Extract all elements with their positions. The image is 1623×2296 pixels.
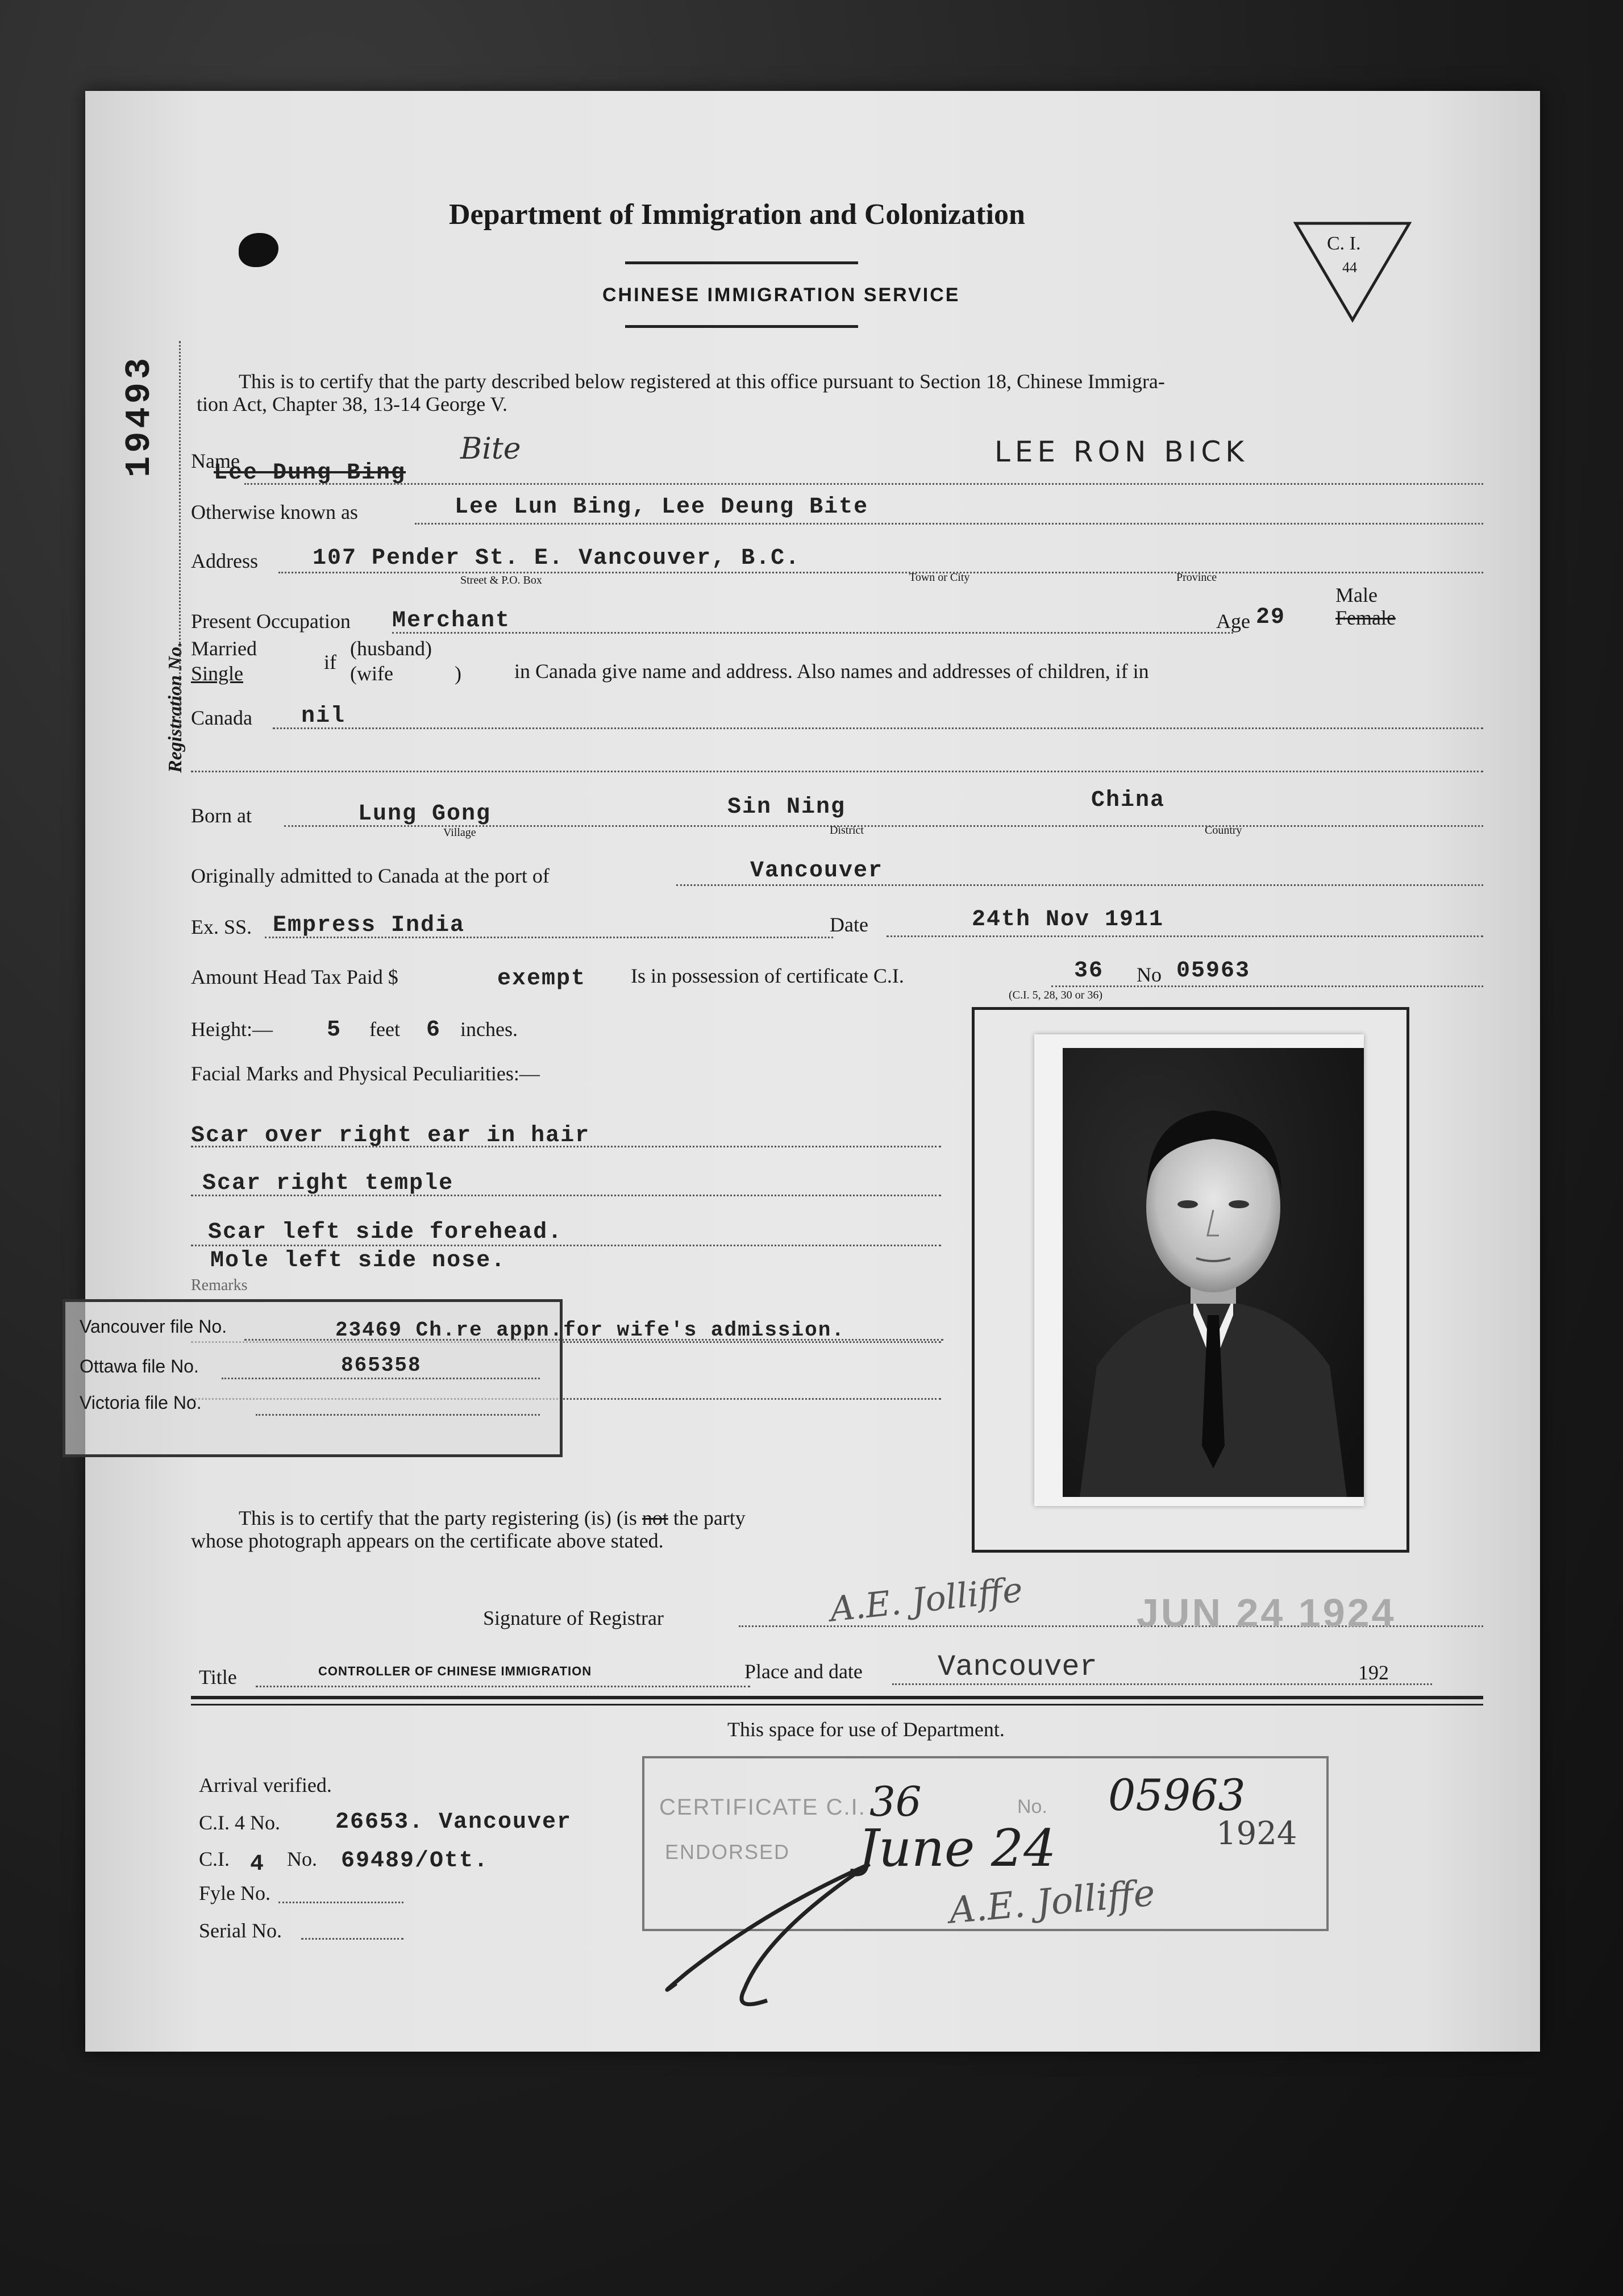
certification-text: This is to certify that the party described below registered at this office pursuant to Section 18, Chinese Immigra- xyxy=(239,370,1165,393)
port-value: Vancouver xyxy=(750,858,884,884)
registration-number: 19493 xyxy=(119,354,160,477)
photo-cert-not: not xyxy=(642,1507,668,1529)
facial-mark-1: Scar over right ear in hair xyxy=(191,1123,590,1149)
victoria-file-label: Victoria file No. xyxy=(80,1392,202,1413)
stamp-endorsed-hw: June 24 xyxy=(858,1819,1056,1878)
fyle-label: Fyle No. xyxy=(199,1882,270,1904)
stamp-endorsed-label: ENDORSED xyxy=(665,1840,790,1864)
inches-label: inches. xyxy=(460,1018,518,1041)
photo-cert-text-1 xyxy=(239,1506,746,1530)
canada-line-2 xyxy=(191,771,1483,772)
date-value: 24th Nov 1911 xyxy=(972,907,1164,933)
district-sub: District xyxy=(830,824,864,837)
aka-line xyxy=(415,523,1483,525)
year-prefix: 192 xyxy=(1358,1661,1389,1684)
stamp-no-hw: 05963 xyxy=(1108,1770,1246,1820)
ottawa-file-label: Ottawa file No. xyxy=(80,1356,199,1376)
ottawa-file-value: 865358 xyxy=(341,1354,422,1377)
occupation-line xyxy=(392,632,1233,634)
occupation-value: Merchant xyxy=(392,608,511,634)
born-village: Lung Gong xyxy=(358,801,492,827)
place-line xyxy=(892,1683,1432,1685)
vancouver-file-label: Vancouver file No. xyxy=(80,1316,227,1337)
address-label: Address xyxy=(191,550,258,572)
stamp-year: 1924 xyxy=(1216,1815,1297,1852)
form-number: 44 xyxy=(1342,259,1357,276)
facial-line-2 xyxy=(191,1195,941,1196)
address-line xyxy=(278,572,1483,573)
serial-label: Serial No. xyxy=(199,1919,282,1942)
village-sub: Village xyxy=(443,826,476,839)
certification-text-2: tion Act, Chapter 38, 13-14 George V. xyxy=(197,393,507,415)
name-handwritten: Bite xyxy=(460,432,521,466)
title-label: Title xyxy=(199,1666,237,1688)
ci4-value: 26653. Vancouver xyxy=(335,1810,572,1835)
registration-form xyxy=(80,91,1540,2052)
photo-cert-text-2: whose photograph appears on the certificate above stated. xyxy=(191,1529,664,1552)
photo-cert-part-2: the party xyxy=(673,1507,746,1529)
ci-num: 4 xyxy=(250,1852,265,1877)
married-label: Married xyxy=(191,637,257,660)
address-sub-town: Town or City xyxy=(909,571,970,584)
facial-line-1 xyxy=(191,1146,941,1147)
separator-rule-2 xyxy=(191,1704,1483,1706)
feet-label: feet xyxy=(369,1018,400,1041)
country-sub: Country xyxy=(1205,824,1242,837)
cert-label: Is in possession of certificate C.I. xyxy=(631,964,904,987)
place-value: Vancouver xyxy=(938,1650,1097,1684)
registrar-label: Signature of Registrar xyxy=(483,1607,664,1629)
registration-dots xyxy=(179,341,181,733)
name-label: Name xyxy=(191,450,240,472)
born-country: China xyxy=(1091,788,1166,813)
husband-label: (husband) xyxy=(350,637,432,660)
height-feet: 5 xyxy=(327,1017,342,1043)
date-label: Date xyxy=(830,913,868,936)
born-district: Sin Ning xyxy=(727,795,846,820)
place-label: Place and date xyxy=(744,1660,863,1683)
height-label: Height:— xyxy=(191,1018,273,1041)
cert-sub: (C.I. 5, 28, 30 or 36) xyxy=(1009,989,1102,1001)
facial-label: Facial Marks and Physical Peculiarities:— xyxy=(191,1062,540,1085)
cert-no-label: No xyxy=(1137,963,1162,986)
aka-value: Lee Lun Bing, Lee Deung Bite xyxy=(455,494,869,520)
title-value: CONTROLLER OF CHINESE IMMIGRATION xyxy=(318,1664,592,1678)
tax-label: Amount Head Tax Paid $ xyxy=(191,966,398,988)
address-sub-street: Street & P.O. Box xyxy=(460,574,542,587)
port-label: Originally admitted to Canada at the port of xyxy=(191,864,550,887)
aka-label: Otherwise known as xyxy=(191,501,358,523)
date-line xyxy=(887,935,1483,937)
stamp-cert-label: CERTIFICATE C.I. xyxy=(659,1795,866,1820)
ci4-label: C.I. 4 No. xyxy=(199,1811,280,1834)
header-rule-bottom xyxy=(625,325,858,328)
age-label: Age xyxy=(1216,610,1250,633)
canada-label: Canada xyxy=(191,706,252,729)
stamp-signature: A.E. Jolliffe xyxy=(947,1872,1157,1932)
title-line xyxy=(256,1686,750,1687)
facial-line-3 xyxy=(191,1245,941,1246)
facial-mark-2: Scar right temple xyxy=(202,1171,454,1196)
tax-value: exempt xyxy=(497,966,586,992)
cert-no: 05963 xyxy=(1176,958,1251,984)
flourish-icon xyxy=(654,1841,949,2012)
exss-value: Empress India xyxy=(273,913,465,938)
port-line xyxy=(676,884,1483,886)
stamp-cert-hw: 36 xyxy=(869,1778,922,1825)
vancouver-file-line xyxy=(244,1339,943,1341)
stamp-no-label: No. xyxy=(1017,1796,1047,1817)
cert-line xyxy=(1051,985,1483,987)
form-code: C. I. xyxy=(1327,233,1361,254)
remarks-label: Remarks xyxy=(191,1276,248,1294)
sex-female: Female xyxy=(1335,606,1396,629)
name-value: Lee Dung Bing xyxy=(214,460,406,486)
ottawa-file-line xyxy=(222,1378,540,1379)
separator-rule-1 xyxy=(191,1696,1483,1699)
ci-label: C.I. xyxy=(199,1848,230,1870)
service-title: CHINESE IMMIGRATION SERVICE xyxy=(602,284,960,306)
canada-value: nil xyxy=(301,704,346,729)
header-rule-top xyxy=(625,261,858,264)
facial-mark-4: Mole left side nose. xyxy=(210,1248,506,1274)
if-label: if xyxy=(324,651,336,673)
height-inches: 6 xyxy=(426,1017,442,1043)
registration-label: Registration No. xyxy=(165,642,186,773)
wife-close: ) xyxy=(455,662,461,685)
sex-male: Male xyxy=(1335,584,1378,606)
fyle-line xyxy=(278,1902,403,1903)
cert-ci: 36 xyxy=(1074,958,1104,984)
vancouver-file-value: 23469 Ch.re appn.for wife's admission. xyxy=(335,1318,845,1342)
facial-mark-3: Scar left side forehead. xyxy=(208,1220,563,1245)
wife-label: (wife xyxy=(350,662,393,685)
department-title: Department of Immigration and Colonization xyxy=(449,198,1025,231)
date-stamp: JUN 24 1924 xyxy=(1137,1591,1396,1635)
portrait-photo xyxy=(1063,1048,1364,1497)
canada-instructions: in Canada give name and address. Also names and addresses of children, if in xyxy=(514,660,1149,683)
age-value: 29 xyxy=(1256,605,1286,630)
exss-label: Ex. SS. xyxy=(191,916,252,938)
serial-line xyxy=(301,1938,403,1940)
registrar-signature: A.E. Jolliffe xyxy=(828,1570,1025,1630)
born-label: Born at xyxy=(191,804,252,827)
exss-line xyxy=(265,937,833,938)
address-sub-province: Province xyxy=(1176,571,1217,584)
ink-blot xyxy=(239,233,278,267)
occupation-label: Present Occupation xyxy=(191,610,351,633)
address-value: 107 Pender St. E. Vancouver, B.C. xyxy=(313,546,801,571)
department-use-heading: This space for use of Department. xyxy=(727,1718,1005,1741)
arrival-label: Arrival verified. xyxy=(199,1774,332,1796)
name-handwritten-alt: LEE RON BICK xyxy=(994,435,1249,468)
canada-line-1 xyxy=(273,727,1483,729)
ci-no-label: No. xyxy=(287,1848,317,1870)
photo-cert-part-1: This is to certify that the party registering (is) (is xyxy=(239,1507,637,1529)
ci-no-value: 69489/Ott. xyxy=(341,1848,489,1874)
single-label: Single xyxy=(191,662,244,685)
victoria-file-line xyxy=(256,1414,540,1416)
name-line xyxy=(244,483,1483,485)
